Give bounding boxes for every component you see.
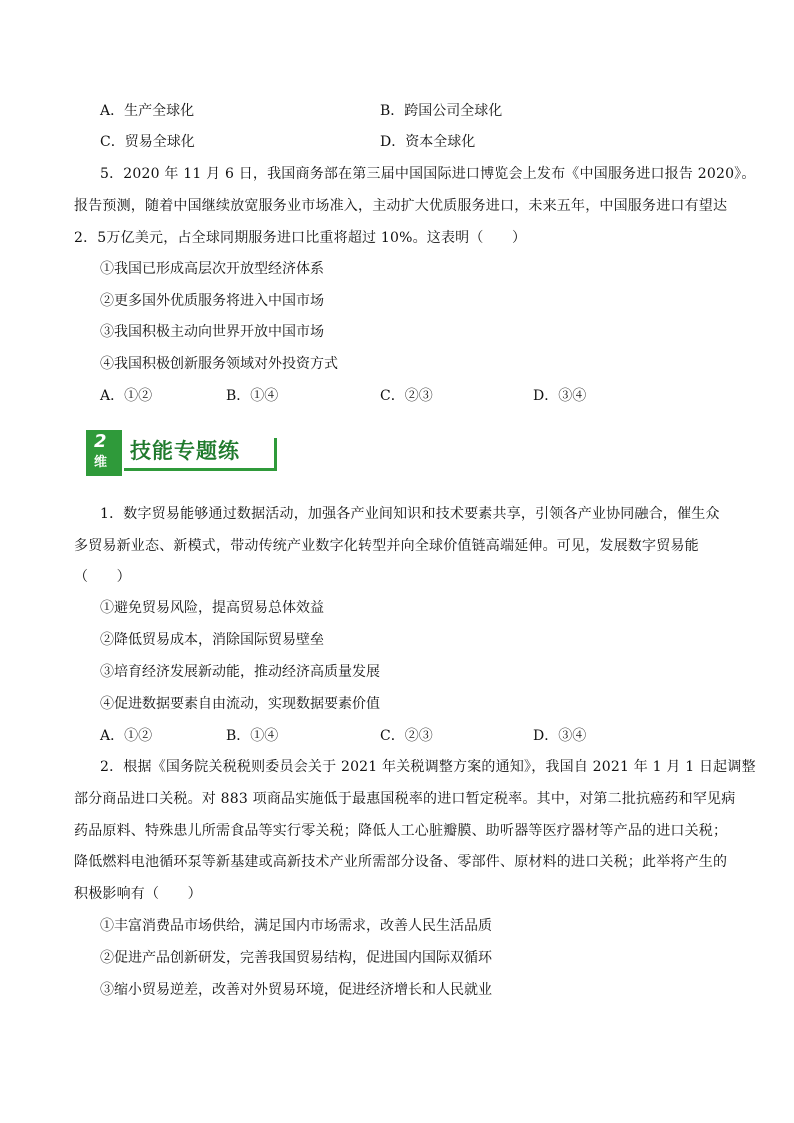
- s2-stem-line-2: 部分商品进口关税。对 883 项商品实施低于最惠国税率的进口暂定税率。其中，对第二批抗癌药和罕见病: [74, 791, 736, 807]
- s2-statement-2: ②促进产品创新研发，完善我国贸易结构，促进国内国际双循环: [100, 950, 492, 966]
- s1-option-d: D．③④: [533, 728, 587, 744]
- section-badge: [86, 430, 122, 476]
- s2-stem-line-1: 2．根据《国务院关税税则委员会关于 2021 年关税调整方案的通知》，我国自 2021 年 1 月 1 日起调整: [100, 759, 756, 775]
- s2-stem-line-3: 药品原料、特殊患儿所需食品等实行零关税；降低人工心脏瓣膜、助听器等医疗器材等产品的进口关税；: [74, 823, 728, 839]
- s1-statement-3: ③培育经济发展新动能，推动经济高质量发展: [100, 664, 380, 680]
- option-d: D．资本全球化: [380, 134, 476, 150]
- s1-statement-4: ④促进数据要素自由流动，实现数据要素价值: [100, 696, 380, 712]
- s2-statement-1: ①丰富消费品市场供给，满足国内市场需求，改善人民生活品质: [100, 918, 492, 934]
- section-title: 技能专题练: [130, 439, 240, 463]
- option-b: B．跨国公司全球化: [380, 103, 503, 119]
- section-banner: [86, 430, 286, 478]
- s1-stem-line-2: 多贸易新业态、新模式，带动传统产业数字化转型并向全球价值链高端延伸。可见，发展数字贸易能: [74, 538, 699, 554]
- option-a: A．生产全球化: [100, 103, 195, 119]
- s2-stem-line-5: 积极影响有（ ）: [74, 886, 202, 902]
- q5-statement-3: ③我国积极主动向世界开放中国市场: [100, 324, 324, 340]
- q5-stem-line-2: 报告预测，随着中国继续放宽服务业市场准入，主动扩大优质服务进口，未来五年，中国服务进口有望达: [74, 198, 728, 214]
- q5-statement-4: ④我国积极创新服务领域对外投资方式: [100, 356, 338, 372]
- s1-option-c: C．②③: [380, 728, 433, 744]
- section-badge-number: 2: [94, 431, 107, 452]
- q5-statement-1: ①我国已形成高层次开放型经济体系: [100, 261, 324, 277]
- s1-statement-2: ②降低贸易成本，消除国际贸易壁垒: [100, 632, 324, 648]
- s1-option-a: A．①②: [100, 728, 153, 744]
- section-badge-text: 维: [94, 455, 108, 470]
- q5-stem-line-3: 2．5万亿美元，占全球同期服务进口比重将超过 10%。这表明（ ）: [74, 230, 527, 246]
- s1-option-b: B．①④: [226, 728, 279, 744]
- q5-stem-line-1: 5．2020 年 11 月 6 日，我国商务部在第三届中国国际进口博览会上发布《中国服务进口报告 2020》。: [100, 166, 756, 182]
- q5-option-c: C．②③: [380, 388, 433, 404]
- q5-option-a: A．①②: [100, 388, 153, 404]
- s1-statement-1: ①避免贸易风险，提高贸易总体效益: [100, 600, 324, 616]
- q5-option-d: D．③④: [533, 388, 587, 404]
- s2-stem-line-4: 降低燃料电池循环泵等新基建或高新技术产业所需部分设备、零部件、原材料的进口关税；此举将产生的: [74, 854, 728, 870]
- s2-statement-3: ③缩小贸易逆差，改善对外贸易环境，促进经济增长和人民就业: [100, 982, 492, 998]
- s1-stem-line-3: （ ）: [74, 569, 131, 585]
- q5-statement-2: ②更多国外优质服务将进入中国市场: [100, 293, 324, 309]
- q5-option-b: B．①④: [226, 388, 279, 404]
- option-c: C．贸易全球化: [100, 134, 195, 150]
- s1-stem-line-1: 1．数字贸易能够通过数据活动，加强各产业间知识和技术要素共享，引领各产业协同融合，催生众: [100, 506, 720, 522]
